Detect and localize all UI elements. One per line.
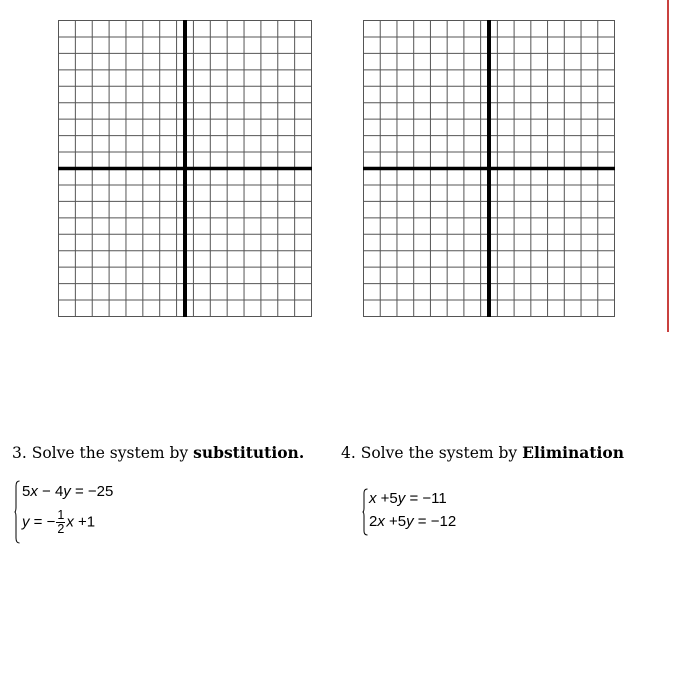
problem-3-number: 3.	[12, 444, 27, 462]
fraction-one-half: $\frac{1}{2}$	[57, 508, 65, 536]
problem-4-method: Elimination	[522, 443, 624, 462]
left-brace-icon	[14, 480, 20, 544]
problem-4-prompt	[341, 443, 624, 462]
problem-3-equation-2: y = − $\frac{1}{2}$ x +1	[22, 508, 96, 536]
problem-4-number: 4.	[341, 444, 356, 462]
problem-3-text: Solve the system by	[31, 444, 189, 462]
left-brace-icon	[362, 488, 368, 536]
problem-3-prompt	[12, 443, 304, 462]
left-coordinate-grid[interactable]	[58, 20, 312, 317]
problem-4-equation-2: 2x +5y = −12	[369, 513, 457, 530]
problem-3-system	[14, 480, 154, 544]
problem-4-text: Solve the system by	[360, 444, 518, 462]
problem-4-system	[362, 488, 502, 536]
page-margin-line	[667, 0, 669, 332]
problem-3-equation-1: 5x − 4y = −25	[22, 483, 114, 500]
problem-3-method: substitution.	[193, 443, 305, 462]
problem-4-equation-1: x +5y = −11	[369, 490, 447, 507]
right-coordinate-grid[interactable]	[363, 20, 615, 317]
